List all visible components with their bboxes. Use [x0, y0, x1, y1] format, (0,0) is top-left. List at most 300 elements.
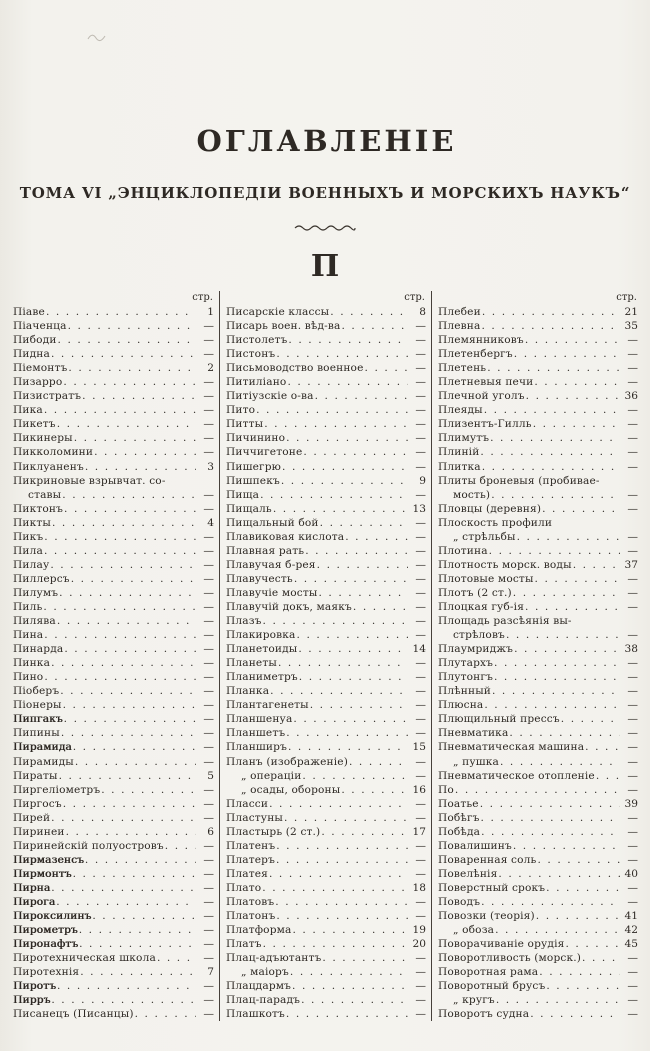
dot-leader — [269, 797, 408, 811]
entry-title: Плечной уголъ — [437, 390, 525, 403]
entry-title: Поворотливость (морск.) — [437, 952, 582, 965]
dot-leader — [341, 319, 408, 333]
entry-title: Платъ — [225, 938, 262, 951]
entry-page: — — [415, 558, 426, 571]
entry-title: „ обоза — [452, 924, 495, 937]
dot-leader — [46, 305, 196, 319]
entry-page: — — [415, 910, 426, 923]
dot-leader — [73, 740, 196, 754]
dot-leader — [517, 530, 620, 544]
toc-entry — [438, 389, 638, 403]
toc-entry — [438, 530, 638, 544]
toc-entry — [438, 712, 638, 726]
toc-entry — [226, 993, 426, 1007]
entry-title: Пика — [13, 404, 43, 417]
entry-title: Пирога — [13, 895, 56, 908]
entry-page: — — [627, 783, 638, 796]
dot-leader — [59, 586, 196, 600]
toc-entry — [438, 403, 638, 417]
dot-leader — [57, 614, 196, 628]
entry-title: Поворотъ судна — [437, 1008, 530, 1021]
entry-page: 4 — [207, 516, 214, 529]
toc-column-3 — [431, 291, 643, 1021]
toc-entry — [13, 628, 214, 642]
entry-title: Пирръ — [13, 994, 51, 1007]
entry-page: 18 — [412, 881, 426, 894]
toc-entry — [438, 867, 638, 881]
entry-page: — — [415, 446, 426, 459]
entry-page: — — [415, 671, 426, 684]
entry-page: — — [203, 390, 214, 403]
entry-page: — — [415, 320, 426, 333]
dot-leader — [101, 783, 196, 797]
dot-leader — [75, 755, 196, 769]
dot-leader — [526, 389, 620, 403]
dot-leader — [293, 923, 408, 937]
entry-page: — — [415, 530, 426, 543]
toc-entry — [226, 895, 426, 909]
toc-entry — [226, 347, 426, 361]
dot-leader — [290, 965, 408, 979]
entry-page: — — [415, 600, 426, 613]
dot-leader — [293, 712, 408, 726]
toc-entry — [226, 558, 426, 572]
entry-page: — — [203, 572, 214, 585]
toc-entry — [438, 783, 638, 797]
dot-leader — [353, 600, 408, 614]
dot-leader — [68, 319, 196, 333]
entry-title: Питіузскіе о-ва — [225, 390, 314, 403]
entry-page: 20 — [412, 938, 426, 951]
toc-entry — [13, 305, 214, 319]
toc-entry — [438, 600, 638, 614]
toc-entry — [438, 628, 638, 642]
dot-leader — [365, 361, 408, 375]
entry-title: Пизистратъ — [13, 390, 82, 403]
dot-leader — [157, 951, 196, 965]
entry-page: — — [627, 685, 638, 698]
entry-title: Плотина — [437, 544, 488, 557]
dot-leader — [341, 783, 408, 797]
entry-page: — — [415, 685, 426, 698]
entry-title: Пилау — [13, 558, 50, 571]
toc-entry — [13, 797, 214, 811]
entry-title: Плитка — [437, 460, 481, 473]
entry-title: Пневматическое отопленіе — [437, 769, 595, 782]
dot-leader — [506, 628, 620, 642]
entry-page: — — [627, 895, 638, 908]
dot-leader — [275, 895, 408, 909]
dot-leader — [85, 460, 196, 474]
pencil-mark — [86, 28, 108, 47]
toc-entry — [13, 698, 214, 712]
entry-page: — — [415, 488, 426, 501]
toc-entry — [438, 474, 638, 488]
entry-page: — — [203, 544, 214, 557]
toc-entry — [13, 347, 214, 361]
dot-leader — [310, 698, 408, 712]
toc-entry — [13, 867, 214, 881]
toc-entry — [13, 881, 214, 895]
dot-leader — [534, 375, 620, 389]
dot-leader — [63, 797, 196, 811]
entry-title: Побѣгъ — [437, 811, 480, 824]
entry-page: — — [203, 502, 214, 515]
dot-leader — [281, 474, 408, 488]
entry-page: 19 — [412, 924, 426, 937]
entry-title: Пидна — [13, 348, 50, 361]
entry-title: Пикколомини — [13, 446, 94, 459]
entry-title: Пито — [225, 404, 256, 417]
entry-title: Пиротехнія — [13, 966, 80, 979]
toc-entry — [438, 460, 638, 474]
entry-page: — — [415, 769, 426, 782]
entry-page: — — [415, 390, 426, 403]
entry-page: — — [203, 867, 214, 880]
entry-page: — — [203, 404, 214, 417]
dot-leader — [73, 867, 196, 881]
toc-entry — [438, 965, 638, 979]
toc-entry — [13, 726, 214, 740]
entry-title: Поверстный срокъ — [437, 881, 546, 894]
dot-leader — [537, 853, 619, 867]
entry-page: — — [415, 811, 426, 824]
dot-leader — [263, 614, 408, 628]
entry-title: Пикетъ — [13, 418, 56, 431]
dot-leader — [59, 769, 196, 783]
toc-entry — [13, 614, 214, 628]
entry-page: 35 — [624, 320, 638, 333]
toc-entry — [226, 923, 426, 937]
toc-entry — [438, 375, 638, 389]
dot-leader — [44, 670, 196, 684]
entry-page: — — [415, 586, 426, 599]
entry-page: — — [203, 910, 214, 923]
dot-leader — [317, 558, 408, 572]
toc-entry — [226, 488, 426, 502]
dot-leader — [287, 375, 408, 389]
dot-leader — [484, 403, 620, 417]
entry-page: — — [627, 530, 638, 543]
entry-title: Планширъ — [225, 741, 287, 754]
entry-title: Пироксилинъ — [13, 910, 92, 923]
toc-entry — [13, 431, 214, 445]
entry-title: Плетенбергъ — [437, 348, 513, 361]
entry-page: — — [203, 1008, 214, 1021]
dot-leader — [481, 895, 620, 909]
toc-entry — [13, 909, 214, 923]
entry-title: Пиль — [13, 600, 43, 613]
entry-title: Пишпекъ — [225, 474, 280, 487]
toc-entry — [13, 825, 214, 839]
entry-page: — — [415, 572, 426, 585]
entry-title: Піоберъ — [13, 685, 60, 698]
toc-entry — [13, 375, 214, 389]
entry-page: 1 — [207, 306, 214, 318]
entry-title: „ осады, обороны — [240, 783, 341, 796]
entry-title: Піаченца — [13, 320, 67, 333]
entry-page: — — [203, 839, 214, 852]
dot-leader — [74, 431, 196, 445]
dot-leader — [315, 389, 408, 403]
entry-title: Плебеи — [437, 306, 481, 318]
toc-entry — [438, 993, 638, 1007]
dot-leader — [63, 375, 196, 389]
entry-title: Поваренная соль — [437, 853, 537, 866]
entry-page: — — [415, 404, 426, 417]
toc-entry — [226, 319, 426, 333]
dot-leader — [286, 431, 408, 445]
entry-title: Плавучій докъ, маякъ — [225, 600, 352, 613]
entry-title: Поворотный брусъ — [437, 980, 546, 993]
dot-leader — [288, 333, 408, 347]
entry-page: 2 — [207, 362, 214, 375]
dot-leader — [500, 755, 620, 769]
toc-entry — [226, 965, 426, 979]
toc-entry — [13, 979, 214, 993]
dot-leader — [263, 937, 408, 951]
toc-entry — [13, 965, 214, 979]
dot-leader — [542, 502, 620, 516]
toc-entry — [13, 544, 214, 558]
entry-page: — — [415, 994, 426, 1007]
dot-leader — [276, 839, 408, 853]
entry-page: 8 — [419, 306, 426, 318]
entry-page: — — [627, 881, 638, 894]
toc-entry — [13, 403, 214, 417]
toc-entry — [226, 642, 426, 656]
entry-title: стрѣловъ — [452, 629, 505, 642]
toc-entry — [226, 726, 426, 740]
entry-page: — — [627, 1008, 638, 1021]
dot-leader — [66, 825, 196, 839]
dot-leader — [79, 937, 196, 951]
dot-leader — [318, 586, 408, 600]
toc-entry — [13, 783, 214, 797]
dot-leader — [482, 305, 620, 319]
dot-leader — [320, 516, 408, 530]
entry-title: Писарскіе классы — [225, 306, 330, 318]
toc-entry — [226, 530, 426, 544]
dot-leader — [64, 712, 196, 726]
toc-entry — [13, 488, 214, 502]
column-header: стр. — [616, 292, 637, 303]
dot-leader — [303, 445, 408, 459]
entry-page: 37 — [624, 558, 638, 571]
toc-entry — [13, 642, 214, 656]
toc-entry — [226, 755, 426, 769]
entry-title: Пиротехническая школа — [13, 952, 156, 965]
page-title: ОГЛАВЛЕНІЕ — [196, 124, 457, 158]
toc-entry — [226, 825, 426, 839]
toc-entry — [226, 797, 426, 811]
dot-leader — [165, 839, 196, 853]
dot-leader — [546, 881, 620, 895]
entry-page: — — [627, 488, 638, 501]
toc-entry — [226, 586, 426, 600]
toc-entry — [226, 333, 426, 347]
entry-page: 17 — [412, 825, 426, 838]
entry-page: 9 — [419, 474, 426, 487]
toc-entry — [438, 502, 638, 516]
entry-title: Піемонтъ — [13, 362, 68, 375]
entry-title: Плазъ — [225, 615, 262, 628]
toc-entry — [438, 839, 638, 853]
entry-page: — — [627, 966, 638, 979]
entry-page: — — [203, 446, 214, 459]
entry-page: — — [415, 952, 426, 965]
column-header: стр. — [192, 292, 213, 303]
toc-entry — [438, 740, 638, 754]
entry-page: — — [627, 657, 638, 670]
entry-page: — — [203, 586, 214, 599]
dot-leader — [63, 698, 196, 712]
dot-leader — [80, 965, 196, 979]
entry-title: Писарь воен. вѣд-ва — [225, 320, 341, 333]
entry-page: — — [627, 994, 638, 1007]
dot-leader — [43, 600, 196, 614]
dot-leader — [513, 586, 620, 600]
entry-page: — — [415, 362, 426, 375]
entry-page: — — [627, 839, 638, 852]
entry-title: Пиччигетоне — [225, 446, 303, 459]
toc-entry — [13, 895, 214, 909]
toc-entry — [438, 572, 638, 586]
dot-leader — [455, 783, 620, 797]
dot-leader — [44, 530, 196, 544]
toc-rows-1 — [13, 305, 214, 1021]
entry-page: — — [627, 980, 638, 993]
entry-title: Пневматическая машина — [437, 741, 585, 754]
entry-title: Племянниковъ — [437, 334, 524, 347]
entry-page: — — [415, 334, 426, 347]
dot-leader — [533, 417, 620, 431]
entry-title: Пирамида — [13, 741, 72, 754]
entry-title: Пищальный бой — [225, 516, 319, 529]
toc-entry — [226, 937, 426, 951]
toc-entry — [438, 319, 638, 333]
entry-title: Питты — [225, 418, 264, 431]
section-letter: П — [310, 249, 340, 284]
dot-leader — [305, 544, 408, 558]
entry-page: 39 — [624, 797, 638, 810]
toc-entry — [13, 853, 214, 867]
dot-leader — [301, 993, 408, 1007]
entry-page: 16 — [412, 783, 426, 796]
entry-title: Пиргосъ — [13, 797, 62, 810]
entry-title: Плимутъ — [437, 432, 490, 445]
entry-title: Пневматика — [437, 727, 509, 740]
entry-page: — — [627, 446, 638, 459]
entry-title: Планиметръ — [225, 671, 298, 684]
dot-leader — [299, 670, 408, 684]
entry-page: — — [203, 924, 214, 937]
toc-entry — [226, 502, 426, 516]
toc-entry — [226, 305, 426, 319]
entry-page: — — [415, 980, 426, 993]
toc-entry — [226, 403, 426, 417]
dot-leader — [513, 839, 620, 853]
entry-page: — — [203, 348, 214, 361]
toc-entry — [13, 361, 214, 375]
entry-title: Плетневыя печи — [437, 376, 534, 389]
dot-leader — [51, 811, 196, 825]
toc-entry — [438, 516, 638, 530]
entry-page: — — [627, 334, 638, 347]
entry-page: — — [627, 544, 638, 557]
dot-leader — [256, 403, 408, 417]
dot-leader — [260, 488, 408, 502]
toc-entry — [438, 895, 638, 909]
entry-title: Піаве — [13, 306, 45, 318]
entry-page: — — [203, 980, 214, 993]
entry-title: Пикриновые взрывчат. со- — [13, 474, 166, 487]
dot-leader — [495, 923, 620, 937]
entry-page: — — [627, 460, 638, 473]
entry-page: — — [627, 853, 638, 866]
entry-title: Плоцкая губ-ія — [437, 600, 525, 613]
entry-page: — — [627, 699, 638, 712]
dot-leader — [52, 516, 196, 530]
dot-leader — [481, 811, 620, 825]
dot-leader — [282, 460, 408, 474]
toc-entry — [13, 460, 214, 474]
entry-title: Пластырь (2 ст.) — [225, 825, 321, 838]
toc-entry — [438, 305, 638, 319]
entry-title: Пилумъ — [13, 586, 59, 599]
toc-entry — [438, 1007, 638, 1021]
entry-title: Пикъ — [13, 530, 44, 543]
toc-entry — [13, 600, 214, 614]
toc-entry — [226, 600, 426, 614]
toc-entry — [438, 417, 638, 431]
entry-title: Пирмазенсъ — [13, 853, 84, 866]
dot-leader — [64, 642, 196, 656]
entry-page: — — [627, 741, 638, 754]
entry-title: Повалишинъ — [437, 839, 512, 852]
entry-page: — — [415, 966, 426, 979]
toc-entry — [226, 474, 426, 488]
entry-page: — — [415, 853, 426, 866]
dot-leader — [525, 333, 620, 347]
dot-leader — [270, 684, 408, 698]
toc-entry — [13, 474, 214, 488]
entry-page: — — [627, 432, 638, 445]
dot-leader — [62, 488, 196, 502]
entry-title: Побѣда — [437, 825, 481, 838]
entry-title: Пирамиды — [13, 755, 74, 768]
toc-entry — [438, 825, 638, 839]
entry-title: Платовъ — [225, 895, 275, 908]
entry-page: — — [203, 853, 214, 866]
entry-page: — — [415, 629, 426, 642]
entry-page: — — [415, 699, 426, 712]
entry-title: Плоскость профили — [437, 516, 553, 529]
entry-title: Пластуны — [225, 811, 283, 824]
dot-leader — [51, 881, 196, 895]
entry-title: „ маіоръ — [240, 966, 289, 979]
flourish-ornament — [0, 218, 650, 237]
toc-rows-3 — [438, 305, 638, 1021]
entry-page: — — [203, 432, 214, 445]
toc-entry — [226, 909, 426, 923]
toc-entry — [13, 755, 214, 769]
entry-page: — — [203, 952, 214, 965]
toc-entry — [226, 375, 426, 389]
toc-entry — [438, 670, 638, 684]
entry-title: Пичинино — [225, 432, 286, 445]
entry-page: — — [415, 895, 426, 908]
